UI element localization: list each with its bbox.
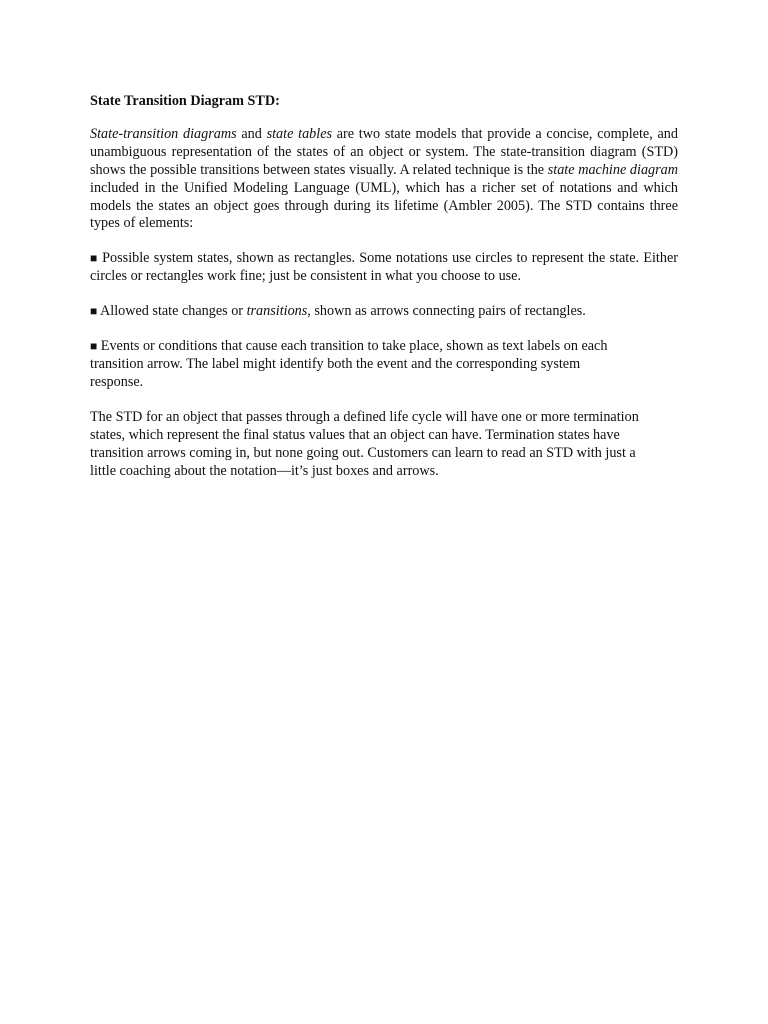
intro-paragraph bbox=[90, 126, 678, 233]
closing-line-3: transition arrows coming in, but none going out. Customers can learn to read an STD with just a bbox=[90, 444, 636, 461]
bullet-transitions-text-before: Allowed state changes or bbox=[97, 303, 247, 320]
bullet-transitions-text-after: , shown as arrows connecting pairs of rectangles. bbox=[307, 303, 586, 320]
intro-term-state-tables: state tables bbox=[266, 125, 333, 142]
bullet-states-text: Possible system states, shown as rectangles. Some notations use circles to represent the state. Either circles or rectangles work fine; just be consistent in what you choose to use. bbox=[90, 250, 678, 285]
bullet-events-line-1: Events or conditions that cause each transition to take place, shown as text labels on each bbox=[97, 338, 608, 355]
bullet-transitions-term: transitions bbox=[246, 303, 308, 320]
intro-text-2: are two state models that provide a concise, complete, and unambiguous representation of the states of an object or system. The state-transition diagram (STD) shows the possible transitions between states visually. A related technique is the bbox=[90, 125, 678, 178]
bullet-events bbox=[90, 338, 678, 392]
intro-term-std: State-transition diagrams bbox=[90, 125, 237, 142]
document-page bbox=[90, 93, 678, 497]
bullet-square-icon: ■ bbox=[90, 304, 98, 319]
document-title: State Transition Diagram STD: bbox=[90, 93, 280, 109]
intro-text-1: and bbox=[236, 125, 267, 142]
bullet-transitions bbox=[90, 303, 678, 321]
intro-term-state-machine: state machine diagram bbox=[547, 161, 678, 178]
bullet-states bbox=[90, 250, 678, 286]
closing-line-2: states, which represent the final status values that an object can have. Termination states have bbox=[90, 426, 620, 443]
bullet-events-line-3: response. bbox=[90, 373, 144, 390]
bullet-square-icon: ■ bbox=[90, 251, 98, 266]
closing-line-4: little coaching about the notation—it’s just boxes and arrows. bbox=[90, 462, 439, 479]
bullet-events-line-2: transition arrow. The label might identify both the event and the corresponding system bbox=[90, 355, 581, 372]
closing-paragraph bbox=[90, 409, 678, 481]
intro-text-3: included in the Unified Modeling Language (UML), which has a richer set of notations and which models the states an object goes through during its lifetime (Ambler 2005). The STD contains three types of elements: bbox=[90, 179, 678, 232]
bullet-square-icon: ■ bbox=[90, 339, 98, 354]
closing-line-1: The STD for an object that passes through a defined life cycle will have one or more termination bbox=[90, 408, 639, 425]
